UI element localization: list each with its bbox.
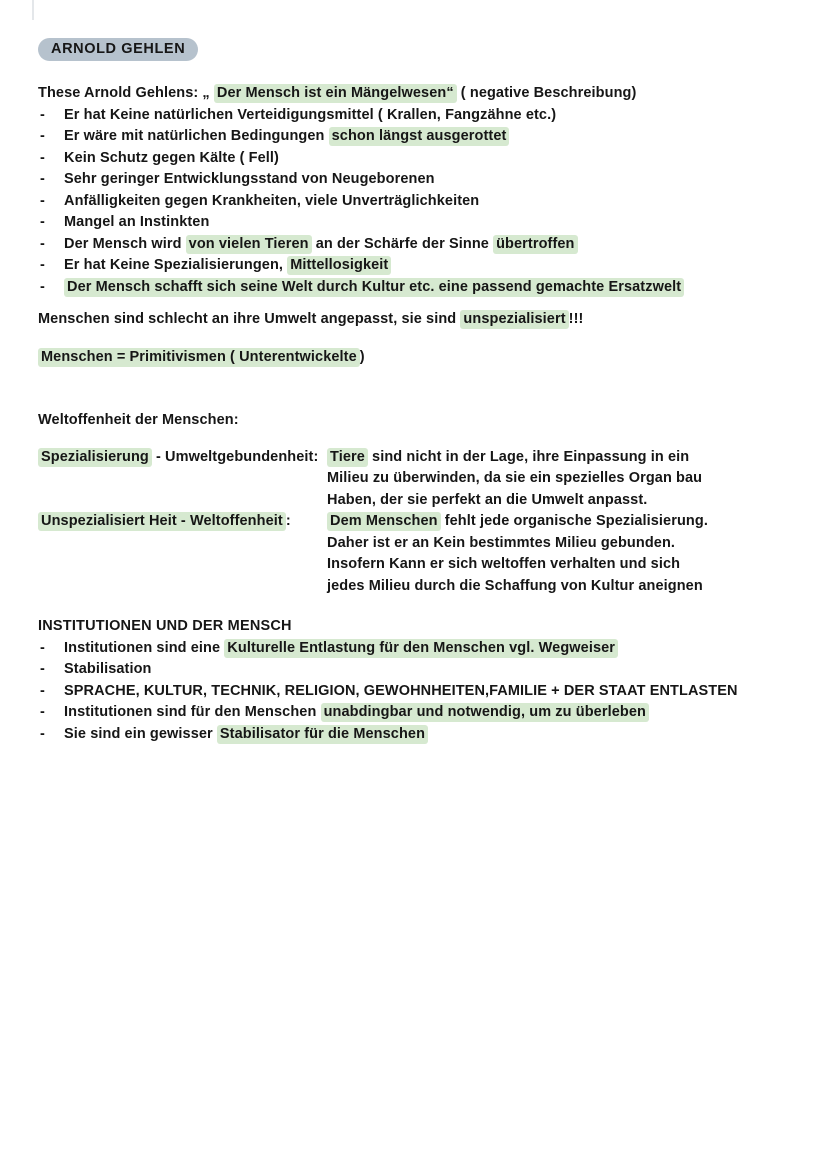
bullet-item bbox=[38, 169, 798, 191]
text-segment: Kein Schutz gegen Kälte ( Fell) bbox=[64, 149, 279, 166]
text-segment: Institutionen sind für den Menschen bbox=[64, 704, 321, 720]
bullet-item bbox=[38, 255, 798, 277]
text-segment: Mangel an Instinkten bbox=[64, 214, 210, 230]
text-segment: Milieu zu überwinden, da sie ein spezielles Organ bau bbox=[327, 470, 703, 486]
bullet-text bbox=[64, 126, 509, 148]
bullet-dash: - bbox=[40, 661, 45, 677]
definition-row bbox=[38, 511, 798, 597]
bullet-dash: - bbox=[40, 257, 45, 273]
bullet-item bbox=[38, 724, 798, 746]
highlighted-text: unspezialisiert bbox=[460, 310, 568, 329]
bullet-text bbox=[64, 148, 279, 170]
text-segment: INSTITUTIONEN UND DER MENSCH bbox=[38, 618, 292, 634]
text-segment: Anfälligkeiten gegen Krankheiten, viele Unverträglichkeiten bbox=[64, 192, 480, 209]
bullet-text bbox=[64, 702, 649, 724]
bullet-item bbox=[38, 148, 798, 170]
bullet-dash: - bbox=[40, 149, 45, 166]
highlighted-text: Unspezialisiert Heit - Weltoffenheit bbox=[38, 512, 286, 531]
bullet-item bbox=[38, 126, 798, 148]
page-title: ARNOLD GEHLEN bbox=[38, 38, 198, 61]
bullet-list bbox=[38, 638, 798, 746]
text-segment: - Umweltgebundenheit: bbox=[151, 448, 319, 465]
text-segment: Daher ist er an Kein bestimmtes Milieu gebunden. bbox=[327, 534, 676, 551]
bullet-item bbox=[38, 105, 798, 127]
definition-description bbox=[327, 447, 798, 512]
bullet-dash: - bbox=[40, 128, 45, 144]
bullet-item bbox=[38, 681, 798, 703]
definition-block bbox=[38, 447, 798, 598]
bullet-item bbox=[38, 191, 798, 213]
page-edge-mark bbox=[32, 0, 34, 20]
text-segment: Weltoffenheit der Menschen: bbox=[38, 412, 239, 428]
bullet-text bbox=[64, 638, 618, 660]
bullet-text bbox=[64, 105, 556, 127]
bullet-text bbox=[64, 277, 684, 299]
text-segment: jedes Milieu durch die Schaffung von Kultur aneignen bbox=[327, 577, 703, 594]
bullet-dash: - bbox=[40, 106, 45, 123]
bullet-item bbox=[38, 234, 798, 256]
text-segment: Der Mensch wird bbox=[64, 235, 186, 252]
text-segment: Er wäre mit natürlichen Bedingungen bbox=[64, 128, 329, 144]
bullet-item bbox=[38, 659, 798, 681]
paragraph-line bbox=[38, 83, 798, 105]
definition-line bbox=[327, 447, 798, 469]
bullet-item bbox=[38, 277, 798, 299]
text-segment: Menschen sind schlecht an ihre Umwelt angepasst, sie sind bbox=[38, 311, 461, 327]
text-segment: : bbox=[285, 513, 291, 529]
bullet-item bbox=[38, 212, 798, 234]
highlighted-text: Spezialisierung bbox=[38, 448, 152, 467]
bullet-text bbox=[64, 234, 578, 256]
doc-body bbox=[38, 83, 798, 745]
text-segment: !!! bbox=[568, 311, 584, 327]
definition-line bbox=[327, 554, 798, 576]
bullet-dash: - bbox=[40, 192, 45, 209]
bullet-dash: - bbox=[40, 725, 45, 742]
text-segment: sind nicht in der Lage, ihre Einpassung in ein bbox=[367, 448, 690, 465]
text-segment: Er hat Keine Spezialisierungen, bbox=[64, 257, 288, 273]
highlighted-text: von vielen Tieren bbox=[186, 235, 312, 254]
definition-line bbox=[327, 511, 798, 533]
bullet-dash: - bbox=[40, 235, 45, 252]
page-title-row bbox=[38, 38, 798, 83]
bullet-text bbox=[64, 659, 152, 681]
bullet-dash: - bbox=[40, 682, 45, 699]
paragraph-line bbox=[38, 347, 798, 369]
bullet-dash: - bbox=[40, 171, 45, 187]
highlighted-text: Der Mensch schafft sich seine Welt durch Kultur etc. eine passend gemachte Ersatzwelt bbox=[64, 278, 684, 297]
highlighted-text: Menschen = Primitivismen ( Unterentwickelte bbox=[38, 348, 360, 367]
text-segment: Stabilisation bbox=[64, 661, 152, 677]
definition-row bbox=[38, 447, 798, 512]
text-segment: ( negative Beschreibung) bbox=[456, 85, 637, 101]
highlighted-text: Stabilisator für die Menschen bbox=[217, 725, 428, 744]
text-segment: fehlt jede organische Spezialisierung. bbox=[440, 513, 708, 529]
highlighted-text: unabdingbar und notwendig, um zu überleben bbox=[321, 703, 649, 722]
text-segment: SPRACHE, KULTUR, TECHNIK, RELIGION, GEWOHNHEITEN,FAMILIE + DER STAAT ENTLASTEN bbox=[64, 682, 738, 699]
highlighted-text: Kulturelle Entlastung für den Menschen vgl. Wegweiser bbox=[224, 639, 618, 658]
highlighted-text: schon längst ausgerottet bbox=[329, 127, 510, 146]
bullet-text bbox=[64, 724, 428, 746]
highlighted-text: Der Mensch ist ein Mängelwesen“ bbox=[214, 84, 457, 103]
highlighted-text: Tiere bbox=[327, 448, 368, 467]
text-segment: ) bbox=[359, 348, 365, 365]
section-heading bbox=[38, 616, 798, 638]
definition-line bbox=[327, 576, 798, 598]
text-segment: Insofern Kann er sich weltoffen verhalten und sich bbox=[327, 556, 681, 572]
bullet-dash: - bbox=[40, 214, 45, 230]
definition-term bbox=[38, 447, 327, 512]
text-segment: Haben, der sie perfekt an die Umwelt anpasst. bbox=[327, 491, 648, 508]
definition-term bbox=[38, 511, 327, 597]
bullet-text bbox=[64, 212, 209, 234]
paragraph-line bbox=[38, 309, 798, 331]
text-segment: Sehr geringer Entwicklungsstand von Neugeborenen bbox=[64, 171, 435, 187]
highlighted-text: übertroffen bbox=[493, 235, 577, 254]
bullet-list bbox=[38, 105, 798, 299]
definition-line bbox=[327, 533, 798, 555]
definition-description bbox=[327, 511, 798, 597]
bullet-text bbox=[64, 191, 479, 213]
text-segment: an der Schärfe der Sinne bbox=[311, 235, 494, 252]
definition-line bbox=[327, 468, 798, 490]
bullet-dash: - bbox=[40, 639, 45, 656]
definition-line bbox=[327, 490, 798, 512]
highlighted-text: Mittellosigkeit bbox=[287, 256, 391, 275]
bullet-dash: - bbox=[40, 278, 45, 295]
paragraph-line bbox=[38, 410, 798, 432]
text-segment: Sie sind ein gewisser bbox=[64, 725, 217, 742]
text-segment: Institutionen sind eine bbox=[64, 639, 225, 656]
bullet-text bbox=[64, 681, 738, 703]
bullet-text bbox=[64, 169, 435, 191]
bullet-item bbox=[38, 638, 798, 660]
bullet-dash: - bbox=[40, 704, 45, 720]
bullet-text bbox=[64, 255, 391, 277]
highlighted-text: Dem Menschen bbox=[327, 512, 441, 531]
text-segment: Er hat Keine natürlichen Verteidigungsmittel ( Krallen, Fangzähne etc.) bbox=[64, 106, 557, 123]
bullet-item bbox=[38, 702, 798, 724]
text-segment: These Arnold Gehlens: „ bbox=[38, 85, 214, 101]
